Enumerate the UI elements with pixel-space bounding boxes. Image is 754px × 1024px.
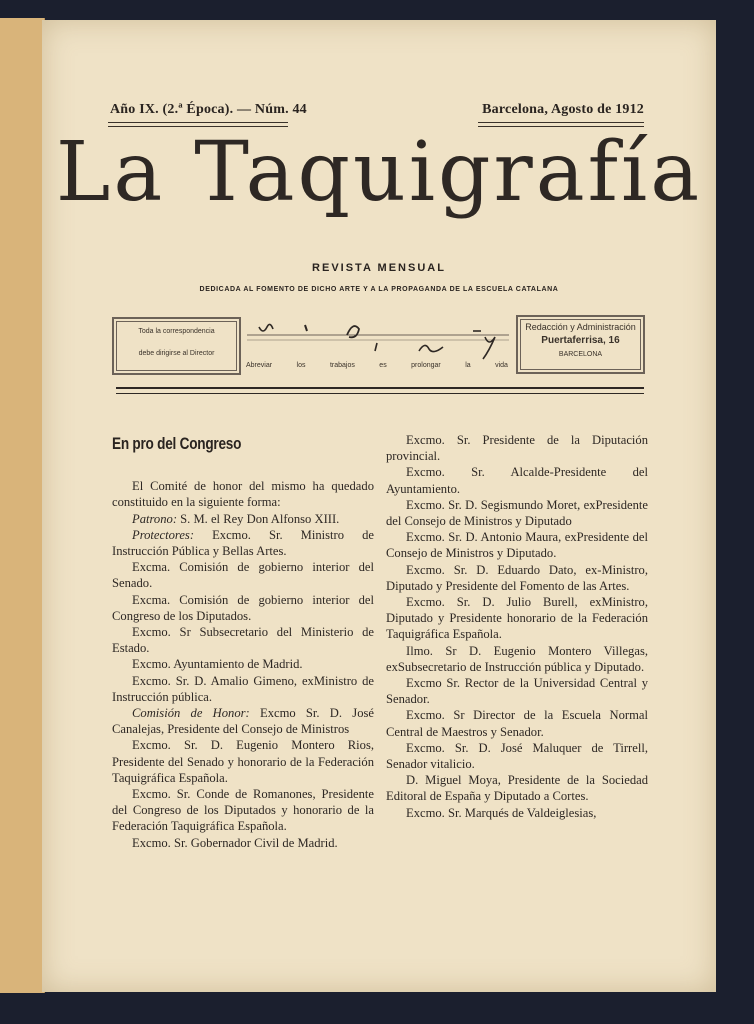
masthead-title: La Taquigrafía [55,125,703,220]
paragraph: Excmo. Sr. Gobernador Civil de Madrid. [132,835,338,850]
correspondence-box [112,317,241,375]
paragraph: Excmo. Sr. Conde de Romanones, Presidente del Congreso de los Diputados y honorario de la Federación Taquigráfica Española. [112,787,374,834]
administration-box [516,315,645,374]
column-right [386,432,648,821]
paragraph: Excmo. Sr Subsecretario del Ministerio de Estado. [112,625,374,656]
paragraph: Excmo. Sr. D. Julio Burell, exMinistro, Diputado y Presidente honorario de la Federación Taquigráfica Española. [386,595,648,642]
issue-number: Año IX. (2.ª Época). — Núm. 44 [110,102,307,117]
separator-rule [116,387,644,394]
tagline: DEDICADA AL FOMENTO DE DICHO ARTE Y A LA PROPAGANDA DE LA ESCUELA CATALANA [199,286,559,293]
paragraph: Excmo. Sr. D. Amalio Gimeno, exMinistro de Instrucción pública. [112,673,374,704]
subtitle: REVISTA MENSUAL [312,262,446,274]
paragraph: Excmo. Sr. Marqués de Valdeiglesias, [406,805,597,820]
column-left [112,432,374,851]
motto-word: los [296,362,306,369]
paragraph: Excmo. Sr. Presidente de la Diputación provincial. [386,433,648,464]
motto-word: Abreviar [246,362,273,369]
correspondence-line-1: Toda la correspondencia [138,328,215,335]
correspondence-line-2: debe dirigirse al Director [138,350,215,357]
paragraph: Excmo. Sr Director de la Escuela Normal Central de Maestros y Senador. [386,708,648,739]
paragraph: Excma. Comisión de gobierno interior del Congreso de los Diputados. [112,592,374,623]
paragraph: Excmo. Ayuntamiento de Madrid. [132,657,303,672]
paragraph: D. Miguel Moya, Presidente de la Sociedad Editoral de España y Diputado a Cortes. [386,773,648,804]
shorthand-motto-icon [247,315,509,361]
magazine-page [42,20,716,992]
paragraph: Excmo. Sr. D. Segismundo Moret, exPresidente del Consejo de Ministros y Diputado [386,497,648,529]
motto-word: trabajos [329,362,355,369]
paragraph: Excmo. Sr. D. Eugenio Montero Rios, Presidente del Senado y honorario de la Federación Taquigráfica Española. [112,738,374,785]
paragraph: Ilmo. Sr D. Eugenio Montero Villegas, exSubsecretario de Instrucción pública y Diputado. [386,643,648,674]
administration-line-1: Redacción y Administración [525,322,636,332]
paragraph: Excmo. Sr. D. Eduardo Dato, ex-Ministro, Diputado y Presidente del Fomento de las Artes. [386,562,648,593]
administration-address: Puertaferrisa, 16 [541,335,620,346]
paragraph: Patrono: S. M. el Rey Don Alfonso XIII. [132,511,340,526]
motto-word: la [465,362,471,369]
back-cover-edge [0,18,45,993]
place-date: Barcelona, Agosto de 1912 [482,102,644,117]
article-title: En pro del Congreso [112,434,242,453]
motto-word: es [379,362,387,369]
paragraph: Comisión de Honor: Excmo Sr. D. José Canalejas, Presidente del Consejo de Ministros [112,706,374,737]
paragraph: Excma. Comisión de gobierno interior del Senado. [112,560,374,591]
motto [246,362,508,369]
paragraph: Excmo. Sr. D. José Maluquer de Tirrell, Senador vitalicio. [386,740,648,772]
paragraph: Excmo Sr. Rector de la Universidad Central y Senador. [386,676,648,707]
motto-word: prolongar [411,362,441,369]
motto-word: vida [495,362,508,369]
paragraph: Excmo. Sr. Alcalde-Presidente del Ayuntamiento. [386,465,648,496]
paragraph: Protectores: Excmo. Sr. Ministro de Instrucción Pública y Bellas Artes. [112,527,374,559]
administration-city: BARCELONA [558,351,603,358]
paragraph: Excmo. Sr. D. Antonio Maura, exPresidente del Consejo de Ministros y Diputado. [386,530,648,561]
paragraph: El Comité de honor del mismo ha quedado constituido en la siguiente forma: [112,479,374,510]
